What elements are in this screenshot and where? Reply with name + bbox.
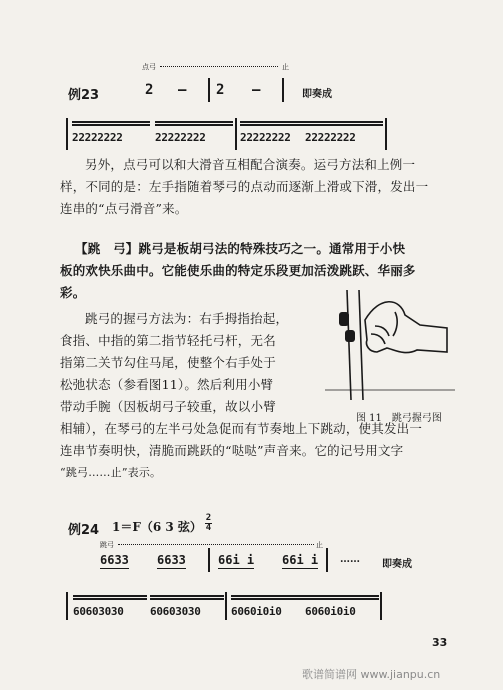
ex24-roll-1: 60603030 [73, 605, 124, 618]
ex23-roll-3: 22222222 [240, 131, 291, 144]
beam [72, 124, 150, 126]
ex24-roll-start-bar [66, 592, 68, 620]
ex24-dots: …… [340, 554, 360, 565]
ex24-roll-3: 6060i0i0 [231, 605, 282, 618]
para3-line-3: 指第二关节勾住马尾，使整个右手处于 [60, 355, 276, 370]
ex24-roll-barline-1 [225, 592, 227, 620]
ex23-roll-group-3 [240, 126, 291, 145]
ex24-roll-2: 60603030 [150, 605, 201, 618]
time-top: 2 [205, 513, 212, 523]
beam [305, 121, 383, 123]
ex23-dash-2: — [252, 82, 261, 98]
beam [150, 598, 224, 600]
ex24-time-signature [205, 514, 212, 533]
time-bottom: 4 [205, 523, 212, 533]
para2-line-3: 彩。 [60, 285, 86, 300]
ex23-roll-start-bar [66, 118, 68, 150]
beam [231, 598, 305, 600]
para3-line-2: 食指、中指的第二指节轻托弓杆，无名 [60, 333, 276, 348]
figure-caption: 图 11 跳弓握弓图 [356, 413, 442, 424]
para1-line-3: 连串的“点弓滑音”来。 [60, 201, 188, 216]
para2-line-1-text: 跳弓是板胡弓法的特殊技巧之一。通常用于小快 [138, 241, 406, 256]
ex24-roll-4: 6060i0i0 [305, 605, 356, 618]
ex24-roll-group-4 [305, 600, 356, 619]
ex24-slur-label: 跳弓 [100, 541, 114, 549]
page-number: 33 [432, 636, 448, 649]
hand-outline [365, 302, 447, 353]
ex24-key: 1＝F（6 3 弦） [112, 520, 202, 534]
ex23-roll-4: 22222222 [305, 131, 356, 144]
beam [305, 598, 379, 600]
beam [150, 595, 224, 597]
hand-bow-figure [325, 290, 455, 400]
bow-stick [347, 290, 351, 400]
ex23-slur-line [160, 66, 278, 67]
beam [155, 124, 233, 126]
para3-line-5: 带动手腕（因板胡弓子较重，故以小臂 [60, 399, 276, 414]
ex23-note-2: 2 [216, 82, 225, 98]
ex24-tag: 即奏成 [382, 559, 412, 570]
para3-line-8: “跳弓……止”表示。 [60, 466, 162, 479]
ex23-tag: 即奏成 [302, 89, 332, 100]
beam [73, 595, 147, 597]
ex23-barline-2 [282, 78, 284, 102]
para3-line-6: 相辅），在琴弓的左半弓处急促而有节奏地上下跳动，使其发出一 [60, 421, 423, 436]
para3-line-4: 松弛状态（参看图11）。然后利用小臂 [60, 377, 274, 392]
ex24-group-1: 6633 [100, 553, 129, 567]
ex23-label: 例23 [68, 88, 100, 103]
ex24-slur-line [118, 544, 314, 545]
ex23-roll-group-1 [72, 126, 123, 145]
ex24-slur-end: 止 [316, 541, 323, 549]
ex23-roll-barline-1 [235, 118, 237, 150]
watermark: 歌谱简谱网 www.jianpu.cn [302, 668, 441, 681]
para2-line-2: 板的欢快乐曲中。它能使乐曲的特定乐段更加活泼跳跃、华丽多 [60, 263, 416, 278]
ex23-note-1: 2 [145, 82, 154, 98]
ex23-dash-1: — [178, 82, 187, 98]
ex24-group-4: 66i i [282, 553, 319, 567]
ex24-roll-group-2 [150, 600, 201, 619]
ex23-roll-group-2 [155, 126, 206, 145]
ex24-group-3: 66i i [218, 553, 255, 567]
finger-block [339, 312, 349, 326]
ex23-roll-2: 22222222 [155, 131, 206, 144]
paragraph-1 [60, 154, 470, 220]
finger-lines [371, 312, 397, 344]
beam [73, 598, 147, 600]
ex24-roll-group-1 [73, 600, 124, 619]
beam [305, 124, 383, 126]
ex24-roll-group-3 [231, 600, 282, 619]
ex23-barline-1 [208, 78, 210, 102]
bow-hair [359, 290, 363, 400]
para3-line-1: 跳弓的握弓方法为：右手拇指抬起， [85, 311, 289, 326]
beam [305, 595, 379, 597]
beam [231, 595, 305, 597]
ex24-barline-1 [208, 548, 210, 572]
para3-line-7: 连串节奏明快，清脆而跳跃的“哒哒”声音来。它的记号用文字 [60, 443, 404, 458]
ex23-roll-1: 22222222 [72, 131, 123, 144]
ex23-slur-label: 点弓 [142, 63, 156, 71]
ex24-label: 例24 [68, 523, 100, 538]
para1-line-1: 另外，点弓可以和大滑音互相配合演奏。运弓方法和上例一 [85, 157, 416, 172]
ex23-roll-end-bar [385, 118, 387, 150]
ex24-barline-2 [326, 548, 328, 572]
finger-block [345, 330, 355, 342]
para1-line-2: 样，不同的是：左手指随着琴弓的点动而逐渐上滑或下滑，发出一 [60, 179, 429, 194]
section-heading: 【跳 弓】 [75, 241, 139, 256]
ex24-group-2: 6633 [157, 553, 186, 567]
beam [155, 121, 233, 123]
para2-line-1 [60, 238, 470, 260]
ex23-roll-group-4 [305, 126, 356, 145]
ex23-slur-end: 止 [282, 63, 289, 71]
ex24-roll-end-bar [380, 592, 382, 620]
beam [72, 121, 150, 123]
